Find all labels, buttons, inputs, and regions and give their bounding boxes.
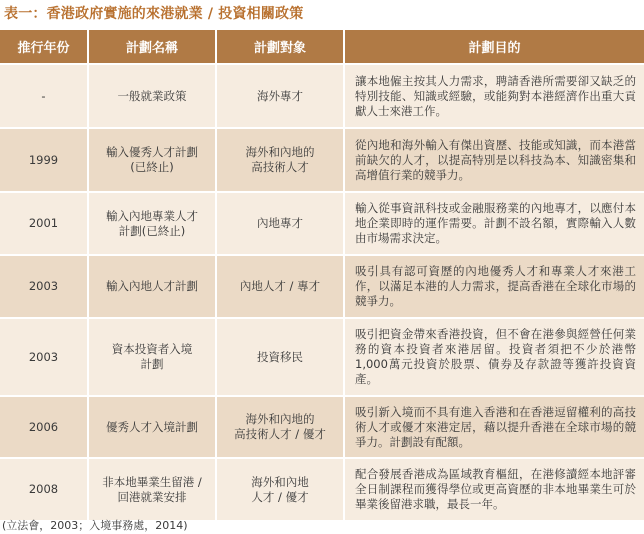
- cell-target: 海外和內地的 高技術人才: [216, 128, 344, 192]
- cell-target: 內地專才: [216, 192, 344, 255]
- table-title: 表一：香港政府實施的來港就業 / 投資相關政策: [4, 6, 304, 22]
- table-row: [0, 396, 644, 458]
- cell-goal: 輸入從事資訊科技或金融服務業的內地專才，以應付本地企業即時的運作需要。計劃不設名額，實際輸入人數由市場需求決定。: [344, 192, 644, 255]
- source-citation: (立法會，2003；入境事務處，2014): [2, 519, 188, 532]
- cell-target: 內地人才 / 專才: [216, 255, 344, 318]
- policy-table: [0, 30, 644, 522]
- cell-year: 2006: [0, 396, 88, 458]
- header-year: 推行年份: [0, 30, 88, 64]
- cell-name: 輸入內地專業人才 計劃(已終止): [88, 192, 216, 255]
- cell-goal: 從內地和海外輸入有傑出資歷、技能或知識，而本港當前缺欠的人才，以提高特別是以科技為本、知識密集和高增值行業的競爭力。: [344, 128, 644, 192]
- cell-target: 海外和內地的 高技術人才 / 優才: [216, 396, 344, 458]
- cell-goal: 配合發展香港成為區域教育樞紐，在港修讀經本地評審全日制課程而獲得學位或更高資歷的非本地畢業生可於畢業後留港求職，最長一年。: [344, 458, 644, 521]
- cell-name: 資本投資者入境 計劃: [88, 318, 216, 396]
- cell-name: 優秀人才入境計劃: [88, 396, 216, 458]
- cell-goal: 讓本地僱主按其人力需求，聘請香港所需要卻又缺乏的特別技能、知識或經驗，或能夠對本港經濟作出重大貢獻人士來港工作。: [344, 64, 644, 128]
- cell-year: 2003: [0, 318, 88, 396]
- cell-year: -: [0, 64, 88, 128]
- header-name: 計劃名稱: [88, 30, 216, 64]
- table-header-row: [0, 30, 644, 64]
- table-row: [0, 255, 644, 318]
- header-target: 計劃對象: [216, 30, 344, 64]
- table-row: [0, 64, 644, 128]
- header-goal: 計劃目的: [344, 30, 644, 64]
- cell-name: 輸入優秀人才計劃 (已終止): [88, 128, 216, 192]
- cell-target: 海外和內地 人才 / 優才: [216, 458, 344, 521]
- cell-name: 輸入內地人才計劃: [88, 255, 216, 318]
- cell-year: 2003: [0, 255, 88, 318]
- cell-goal: 吸引新入境而不具有進入香港和在香港逗留權利的高技術人才或優才來港定居，藉以提升香港在全球市場的競爭力。計劃設有配額。: [344, 396, 644, 458]
- table-row: [0, 192, 644, 255]
- cell-name: 非本地畢業生留港 / 回港就業安排: [88, 458, 216, 521]
- cell-target: 投資移民: [216, 318, 344, 396]
- cell-year: 2008: [0, 458, 88, 521]
- table-row: [0, 128, 644, 192]
- cell-year: 1999: [0, 128, 88, 192]
- cell-goal: 吸引具有認可資歷的內地優秀人才和專業人才來港工作，以滿足本港的人力需求，提高香港在全球化市場的競爭力。: [344, 255, 644, 318]
- cell-goal: 吸引把資金帶來香港投資，但不會在港參與經營任何業務的資本投資者來港居留。投資者須把不少於港幣1,000萬元投資於股票、債券及存款證等獲許投資資產。: [344, 318, 644, 396]
- cell-name: 一般就業政策: [88, 64, 216, 128]
- cell-target: 海外專才: [216, 64, 344, 128]
- cell-year: 2001: [0, 192, 88, 255]
- table-row: [0, 458, 644, 521]
- table-row: [0, 318, 644, 396]
